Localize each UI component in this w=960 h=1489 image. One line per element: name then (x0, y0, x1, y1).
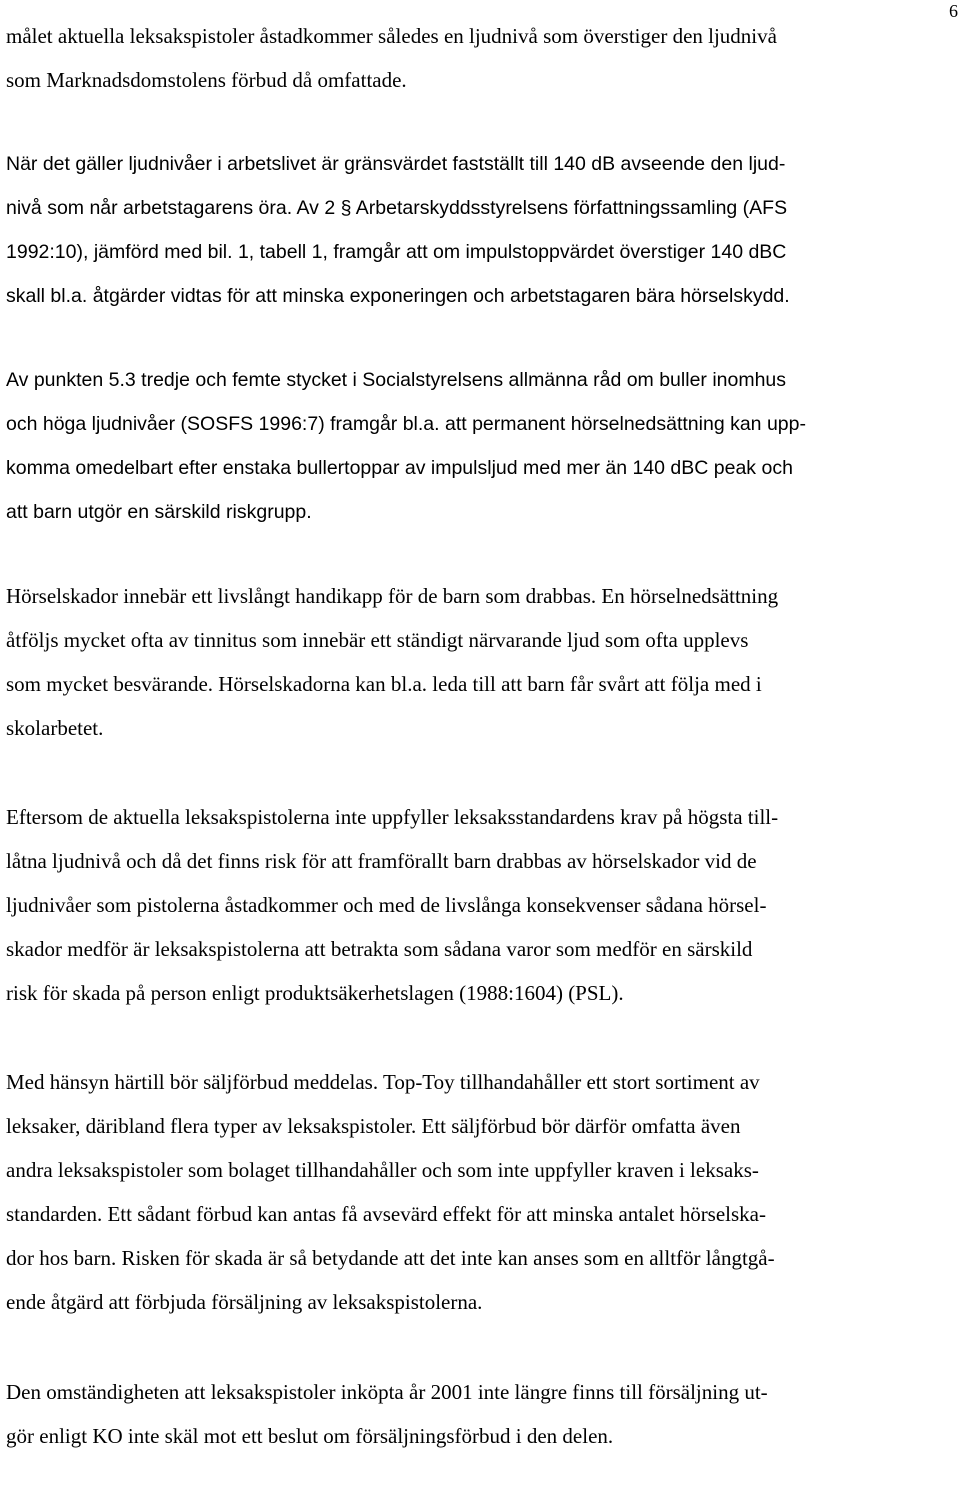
text-line: Av punkten 5.3 tredje och femte stycket i Socialstyrelsens allmänna råd om buller inomhus (6, 369, 787, 391)
paragraph-4 (6, 574, 956, 750)
text-line: komma omedelbart efter enstaka bullertoppar av impulsljud med mer än 140 dBC peak och (6, 457, 793, 479)
text-line: Hörselskador innebär ett livslångt handikapp för de barn som drabbas. En hörselnedsättning (6, 584, 779, 608)
text-line: Den omständigheten att leksakspistoler inköpta år 2001 inte längre finns till försäljning ut- (6, 1380, 768, 1404)
text-line: skador medför är leksakspistolerna att betrakta som sådana varor som medför en särskild (6, 937, 753, 961)
text-line: låtna ljudnivå och då det finns risk för att framförallt barn drabbas av hörselskador vid de (6, 849, 757, 873)
paragraph-5 (6, 795, 956, 1015)
text-line: som mycket besvärande. Hörselskadorna kan bl.a. leda till att barn får svårt att följa med i (6, 672, 762, 696)
paragraph-2 (6, 142, 956, 318)
text-line: dor hos barn. Risken för skada är så betydande att det inte kan anses som en alltför långtgå- (6, 1246, 775, 1270)
text-line: ende åtgärd att förbjuda försäljning av leksakspistolerna. (6, 1290, 483, 1314)
paragraph-1 (6, 14, 956, 102)
paragraph-3 (6, 358, 956, 534)
text-line: att barn utgör en särskild riskgrupp. (6, 501, 312, 523)
text-line: risk för skada på person enligt produktsäkerhetslagen (1988:1604) (PSL). (6, 981, 624, 1005)
page-number: 6 (949, 1, 958, 21)
text-line: Eftersom de aktuella leksakspistolerna inte uppfyller leksaksstandardens krav på högsta till- (6, 805, 779, 829)
text-line: andra leksakspistoler som bolaget tillhandahåller och som inte uppfyller kraven i leksaks- (6, 1158, 759, 1182)
text-line: och höga ljudnivåer (SOSFS 1996:7) framgår bl.a. att permanent hörselnedsättning kan upp- (6, 413, 806, 435)
text-line: leksaker, däribland flera typer av leksakspistoler. Ett säljförbud bör därför omfatta även (6, 1114, 741, 1138)
text-line: åtföljs mycket ofta av tinnitus som innebär ett ständigt närvarande ljud som ofta upplevs (6, 628, 749, 652)
text-line: skall bl.a. åtgärder vidtas för att minska exponeringen och arbetstagaren bära hörselskydd. (6, 285, 790, 307)
text-line: Med hänsyn härtill bör säljförbud meddelas. Top-Toy tillhandahåller ett stort sortiment av (6, 1070, 760, 1094)
text-line: ljudnivåer som pistolerna åstadkommer och med de livslånga konsekvenser sådana hörsel- (6, 893, 767, 917)
text-line: skolarbetet. (6, 716, 104, 740)
text-line: När det gäller ljudnivåer i arbetslivet är gränsvärdet fastställt till 140 dB avseende den ljud- (6, 153, 786, 175)
text-line: målet aktuella leksakspistoler åstadkommer således en ljudnivå som överstiger den ljudnivå (6, 24, 777, 48)
text-line: som Marknadsdomstolens förbud då omfattade. (6, 68, 407, 92)
document-body (6, 14, 956, 1458)
paragraph-6 (6, 1060, 956, 1324)
text-line: standarden. Ett sådant förbud kan antas få avsevärd effekt för att minska antalet hörselska- (6, 1202, 766, 1226)
paragraph-7 (6, 1370, 956, 1458)
text-line: nivå som når arbetstagarens öra. Av 2 § Arbetarskyddsstyrelsens författningssamling (AFS (6, 197, 788, 219)
text-line: gör enligt KO inte skäl mot ett beslut om försäljningsförbud i den delen. (6, 1424, 614, 1448)
text-line: 1992:10), jämförd med bil. 1, tabell 1, framgår att om impulstoppvärdet överstiger 140 dBC (6, 241, 787, 263)
